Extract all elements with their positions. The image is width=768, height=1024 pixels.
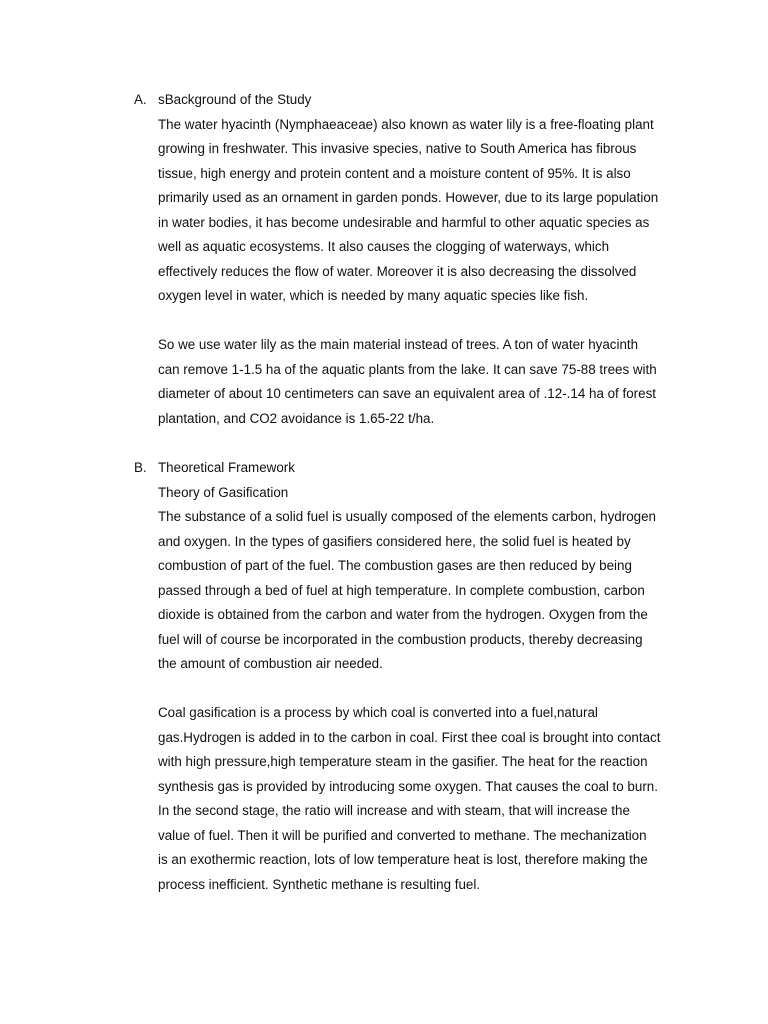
- text-line: So we use water lily as the main material instead of trees. A ton of water hyacinth: [158, 337, 639, 352]
- text-line: synthesis gas is provided by introducing some oxygen. That causes the coal to burn.: [158, 778, 658, 794]
- text-line: tissue, high energy and protein content and a moisture content of 95%. It is also: [158, 165, 631, 181]
- paragraph: [134, 701, 694, 897]
- text-line: is an exothermic reaction, lots of low temperature heat is lost, therefore making the: [158, 852, 648, 867]
- text-line: oxygen level in water, which is needed by many aquatic species like fish.: [158, 288, 589, 303]
- text-line: diameter of about 10 centimeters can save an equivalent area of .12-.14 ha of forest: [158, 386, 656, 401]
- text-line: well as aquatic ecosystems. It also causes the clogging of waterways, which: [158, 239, 610, 254]
- text-line: passed through a bed of fuel at high temperature. In complete combustion, carbon: [158, 582, 645, 598]
- text-line: value of fuel. Then it will be purified and converted to methane. The mechanization: [158, 827, 647, 843]
- text-line: Coal gasification is a process by which coal is converted into a fuel,natural: [158, 705, 598, 720]
- text-line: process inefficient. Synthetic methane is resulting fuel.: [158, 876, 481, 892]
- text-line: combustion of part of the fuel. The combustion gases are then reduced by being: [158, 558, 632, 573]
- text-line: growing in freshwater. This invasive species, native to South America has fibrous: [158, 141, 637, 156]
- section-heading: [134, 88, 694, 113]
- text-line: The substance of a solid fuel is usually composed of the elements carbon, hydrogen: [158, 509, 656, 524]
- text-line: The water hyacinth (Nymphaeaceae) also known as water lily is a free-floating plant: [158, 116, 654, 132]
- text-line: in water bodies, it has become undesirable and harmful to other aquatic species as: [158, 214, 650, 230]
- text-line: and oxygen. In the types of gasifiers considered here, the solid fuel is heated by: [158, 533, 631, 549]
- text-line: fuel will of course be incorporated in the combustion products, thereby decreasing: [158, 631, 643, 647]
- paragraph: [134, 333, 694, 431]
- text-line: In the second stage, the ratio will increase and with steam, that will increase the: [158, 803, 630, 818]
- text-line: the amount of combustion air needed.: [158, 656, 383, 671]
- section-background: [134, 88, 694, 309]
- section-letter: A.: [134, 92, 147, 107]
- text-line: can remove 1-1.5 ha of the aquatic plants from the lake. It can save 75-88 trees with: [158, 361, 657, 377]
- section-background-continued: [134, 333, 694, 431]
- text-line: dioxide is obtained from the carbon and water from the hydrogen. Oxygen from the: [158, 607, 648, 622]
- paragraph: [134, 113, 694, 309]
- section-heading: [134, 456, 694, 481]
- text-line: primarily used as an ornament in garden ponds. However, due to its large population: [158, 190, 659, 205]
- section-title: Theoretical Framework: [158, 460, 295, 475]
- text-line: effectively reduces the flow of water. Moreover it is also decreasing the dissolved: [158, 263, 637, 279]
- paragraph: [134, 481, 694, 677]
- section-title: sBackground of the Study: [158, 92, 312, 107]
- section-theoretical-framework: [134, 456, 694, 677]
- section-letter: B.: [134, 460, 147, 475]
- text-line: gas.Hydrogen is added in to the carbon in coal. First thee coal is brought into contact: [158, 729, 661, 745]
- text-line: plantation, and CO2 avoidance is 1.65-22 t/ha.: [158, 410, 435, 426]
- text-line: with high pressure,high temperature steam in the gasifier. The heat for the reaction: [158, 754, 648, 769]
- subsection-title: Theory of Gasification: [158, 484, 289, 500]
- section-gasification-continued: [134, 701, 694, 897]
